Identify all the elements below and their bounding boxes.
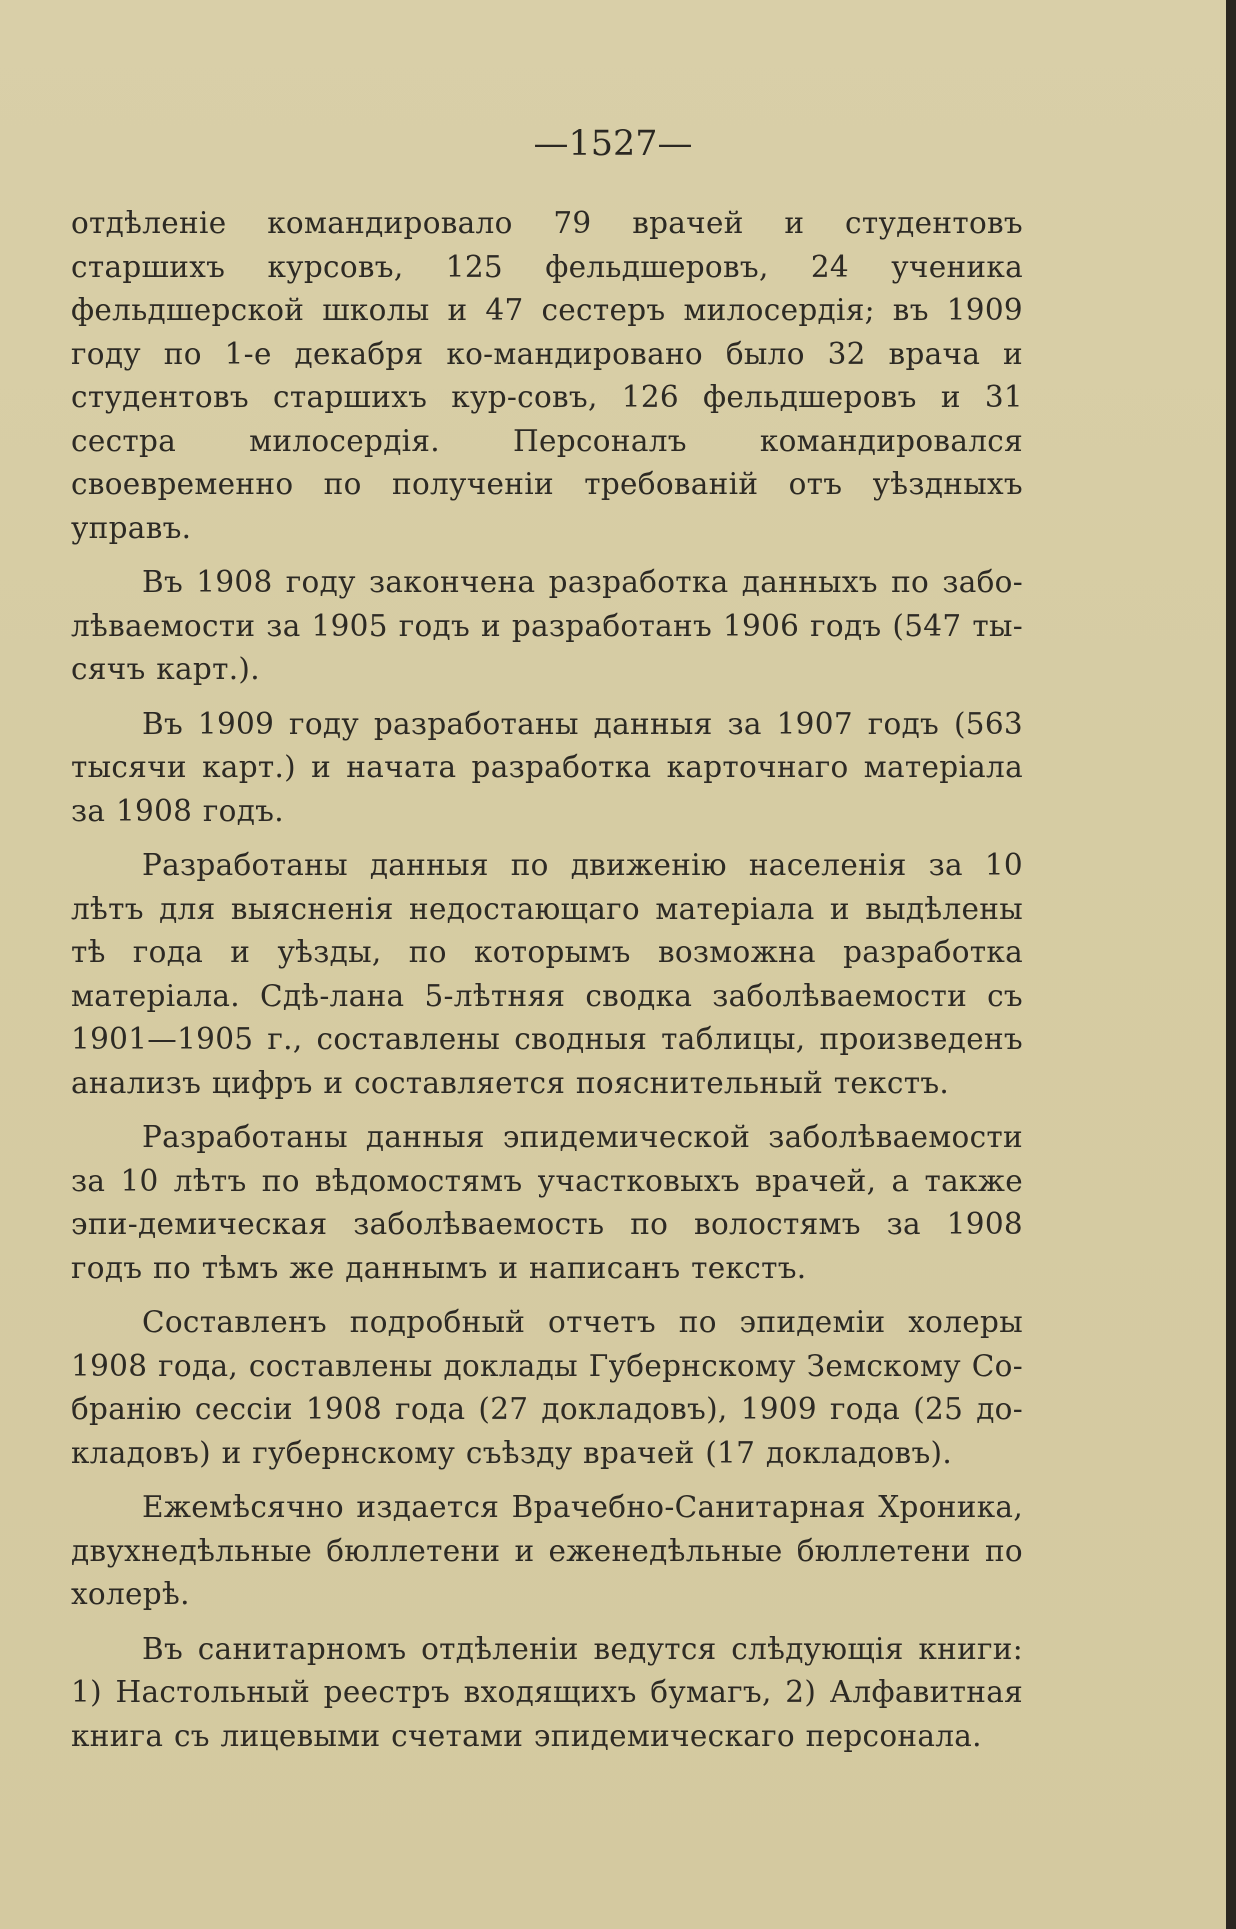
paragraph-7: Ежемѣсячно издается Врачебно-Санитарная Хроника, двухнедѣльные бюллетени и еженедѣльные бюллетени по холерѣ.	[71, 1490, 1023, 1611]
paragraph-2: Въ 1908 году закончена разработка данныхъ по забо-лѣваемости за 1905 годъ и разработанъ 1906 годъ (547 ты-сячъ карт.).	[71, 565, 1023, 686]
page-number: —1527—	[533, 124, 693, 164]
body-text	[71, 202, 1023, 1769]
paragraph-4: Разработаны данныя по движенію населенія за 10 лѣтъ для выясненія недостающаго матеріала и выдѣлены тѣ года и уѣзды, по которымъ возможна разработка матеріала. Сдѣ-лана 5-лѣтняя сводка заболѣваемости съ 1901—1905 г., составлены сводныя таблицы, произведенъ анализъ цифръ и составляется пояснительный текстъ.	[71, 848, 1023, 1100]
page-edge	[1226, 0, 1236, 1929]
paragraph-1: отдѣленіе командировало 79 врачей и студентовъ старшихъ курсовъ, 125 фельдшеровъ, 24 ученика фельдшерской школы и 47 сестеръ милосердія; въ 1909 году по 1-е декабря ко-мандировано было 32 врача и студентовъ старшихъ кур-совъ, 126 фельдшеровъ и 31 сестра милосердія. Персоналъ командировался своевременно по полученіи требованій отъ уѣздныхъ управъ.	[71, 206, 1023, 545]
paragraph-6: Составленъ подробный отчетъ по эпидеміи холеры 1908 года, составлены доклады Губернскому Земскому Со-бранію сессіи 1908 года (27 докладовъ), 1909 года (25 до-кладовъ) и губернскому съѣзду врачей (17 докладовъ).	[71, 1305, 1023, 1470]
paragraph-5: Разработаны данныя эпидемической заболѣваемости за 10 лѣтъ по вѣдомостямъ участковыхъ врачей, а также эпи-демическая заболѣваемость по волостямъ за 1908 годъ по тѣмъ же даннымъ и написанъ текстъ.	[71, 1120, 1023, 1285]
paragraph-3: Въ 1909 году разработаны данныя за 1907 годъ (563 тысячи карт.) и начата разработка карточнаго матеріала за 1908 годъ.	[71, 706, 1023, 828]
paragraph-8: Въ санитарномъ отдѣленіи ведутся слѣдующія книги: 1) Настольный реестръ входящихъ бумагъ, 2) Алфавитная книга съ лицевыми счетами эпидемическаго персонала.	[71, 1631, 1023, 1753]
